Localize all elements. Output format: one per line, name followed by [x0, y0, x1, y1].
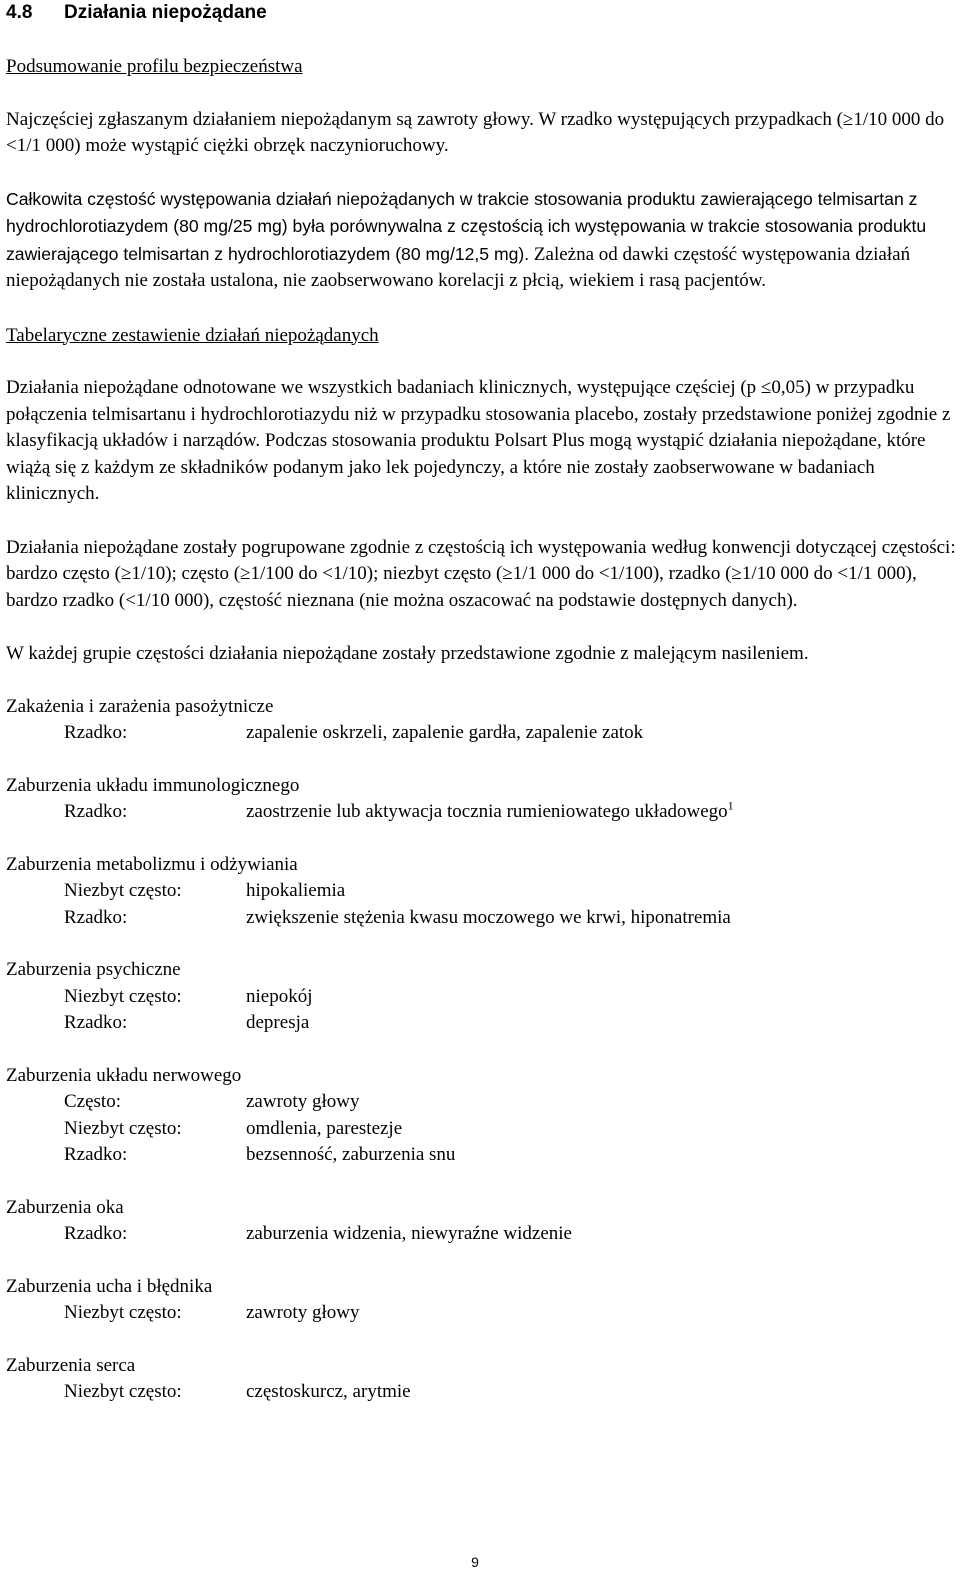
frequency-row [6, 878, 956, 905]
soc-group [6, 1353, 956, 1406]
soc-title: Zaburzenia układu nerwowego [6, 1064, 242, 1086]
frequency-label: Rzadko: [64, 1144, 128, 1165]
adverse-effect [246, 984, 956, 1011]
frequency-row [6, 720, 956, 747]
adverse-effect [246, 1142, 956, 1169]
adverse-effect [246, 1300, 956, 1327]
frequency-label: Niezbyt często: [64, 1117, 182, 1139]
soc-title: Zakażenia i zarażenia pasożytnicze [6, 695, 274, 717]
frequency-row [6, 1379, 956, 1406]
adverse-effect-text: zawroty głowy [246, 1091, 360, 1112]
tabular-heading: Tabelaryczne zestawienie działań niepożądanych [6, 324, 379, 346]
tabular-paragraph-1: Działania niepożądane odnotowane we wszystkich badaniach klinicznych, występujące częściej (p ≤0,05) w przypadku połączenia telmisartanu i hydrochlorotiazydu niż w przypadku stosowania placebo, zostały przedstawione poniżej zgodnie z klasyfikacją układów i narządów. Podczas stosowania produktu Polsart Plus mogą wystąpić działania niepożądane, które wiążą się z każdym ze składników podanym jako lek pojedynczy, a które nie zostały zaobserwowane w badaniach klinicznych. [6, 377, 951, 504]
frequency-label: Niezbyt często: [64, 1302, 182, 1323]
adverse-effect [246, 799, 956, 826]
adverse-effect [246, 1116, 956, 1143]
frequency-row [6, 1300, 956, 1327]
soc-group [6, 1274, 956, 1327]
frequency-label: Niezbyt często: [64, 880, 182, 901]
soc-group [6, 1063, 956, 1169]
soc-title: Zaburzenia metabolizmu i odżywiania [6, 853, 298, 875]
tabular-paragraph-3: W każdej grupie częstości działania niepożądane zostały przedstawione zgodnie z malejącym nasileniem. [6, 643, 809, 664]
adverse-effect [246, 905, 956, 932]
adverse-effect [246, 720, 956, 747]
adverse-effect-text: hipokaliemia [246, 880, 346, 901]
soc-group [6, 1195, 956, 1248]
adverse-effect [246, 878, 956, 905]
section-heading [6, 0, 956, 26]
soc-group [6, 852, 956, 932]
frequency-label: Często: [64, 1091, 121, 1112]
adverse-effect-text: zawroty głowy [246, 1302, 360, 1323]
adverse-effect-text: częstoskurcz, arytmie [246, 1381, 411, 1402]
tabular-paragraph-2: Działania niepożądane zostały pogrupowane zgodnie z częstością ich występowania według konwencji dotyczącej częstości: bardzo często (≥1/10); często (≥1/100 do <1/10); niezbyt często (≥1/1 000 do <1/100), rzadko (≥1/10 000 do <1/1 000), bardzo rzadko (<1/10 000), częstość nieznana (nie można oszacować na podstawie dostępnych danych). [6, 536, 956, 611]
summary-paragraph-1: Najczęściej zgłaszanym działaniem niepożądanym są zawroty głowy. W rzadko występujących przypadkach (≥1/10 000 do <1/1 000) może wystąpić ciężki obrzęk naczynioruchowy. [6, 108, 945, 156]
soc-group [6, 773, 956, 826]
frequency-label: Rzadko: [64, 1012, 128, 1033]
frequency-row [6, 1010, 956, 1037]
frequency-label: Rzadko: [64, 906, 128, 928]
footnote-marker: 1 [727, 798, 734, 813]
frequency-label: Niezbyt często: [64, 985, 182, 1007]
frequency-label: Niezbyt często: [64, 1381, 182, 1402]
adverse-reactions-list [6, 694, 956, 1406]
adverse-effect-text: omdlenia, parestezje [246, 1117, 403, 1139]
section-title: Działania niepożądane [64, 2, 267, 23]
adverse-effect-text: zapalenie oskrzeli, zapalenie gardła, zapalenie zatok [246, 722, 644, 743]
adverse-effect-text: niepokój [246, 985, 313, 1007]
adverse-effect [246, 1379, 956, 1406]
frequency-row [6, 1221, 956, 1248]
frequency-label: Rzadko: [64, 722, 128, 743]
frequency-row [6, 1142, 956, 1169]
soc-title: Zaburzenia oka [6, 1196, 124, 1218]
frequency-row [6, 1116, 956, 1143]
soc-title: Zaburzenia układu immunologicznego [6, 774, 300, 796]
adverse-effect [246, 1221, 956, 1248]
frequency-label: Rzadko: [64, 1223, 128, 1244]
page-number: 9 [471, 1554, 479, 1570]
document-page [6, 0, 956, 1406]
adverse-effect-text: zaostrzenie lub aktywacja tocznia rumieniowatego układowego [246, 801, 728, 822]
soc-group [6, 957, 956, 1037]
adverse-effect-text: bezsenność, zaburzenia snu [246, 1144, 456, 1165]
frequency-label: Rzadko: [64, 801, 128, 822]
section-number: 4.8 [6, 2, 33, 23]
frequency-row [6, 1089, 956, 1116]
frequency-row [6, 905, 956, 932]
soc-title: Zaburzenia psychiczne [6, 959, 181, 980]
summary-paragraph-2-sans: Całkowita częstość występowania działań niepożądanych w trakcie stosowania produktu zawierającego telmisartan z hydrochlorotiazydem (80 mg/25 mg) była porównywalna z częstością ich występowania w trakcie stosowania produktu zawierającego telmisartan z hydrochlorotiazydem (80 mg/12,5 mg). [6, 188, 927, 264]
frequency-row [6, 984, 956, 1011]
soc-group [6, 694, 956, 747]
adverse-effect [246, 1010, 956, 1037]
adverse-effect [246, 1089, 956, 1116]
adverse-effect-text: zwiększenie stężenia kwasu moczowego we krwi, hiponatremia [246, 906, 731, 928]
summary-paragraph-2 [6, 186, 956, 295]
summary-paragraph-2-serif: Zależna od dawki częstość występowania działań niepożądanych nie została ustalona, nie zaobserwowano korelacji z płcią, wiekiem i rasą pacjentów. [6, 243, 911, 291]
soc-title: Zaburzenia ucha i błędnika [6, 1275, 213, 1297]
frequency-row [6, 799, 956, 826]
adverse-effect-text: depresja [246, 1012, 310, 1033]
adverse-effect-text: zaburzenia widzenia, niewyraźne widzenie [246, 1223, 572, 1244]
summary-heading: Podsumowanie profilu bezpieczeństwa [6, 56, 303, 77]
soc-title: Zaburzenia serca [6, 1354, 136, 1376]
